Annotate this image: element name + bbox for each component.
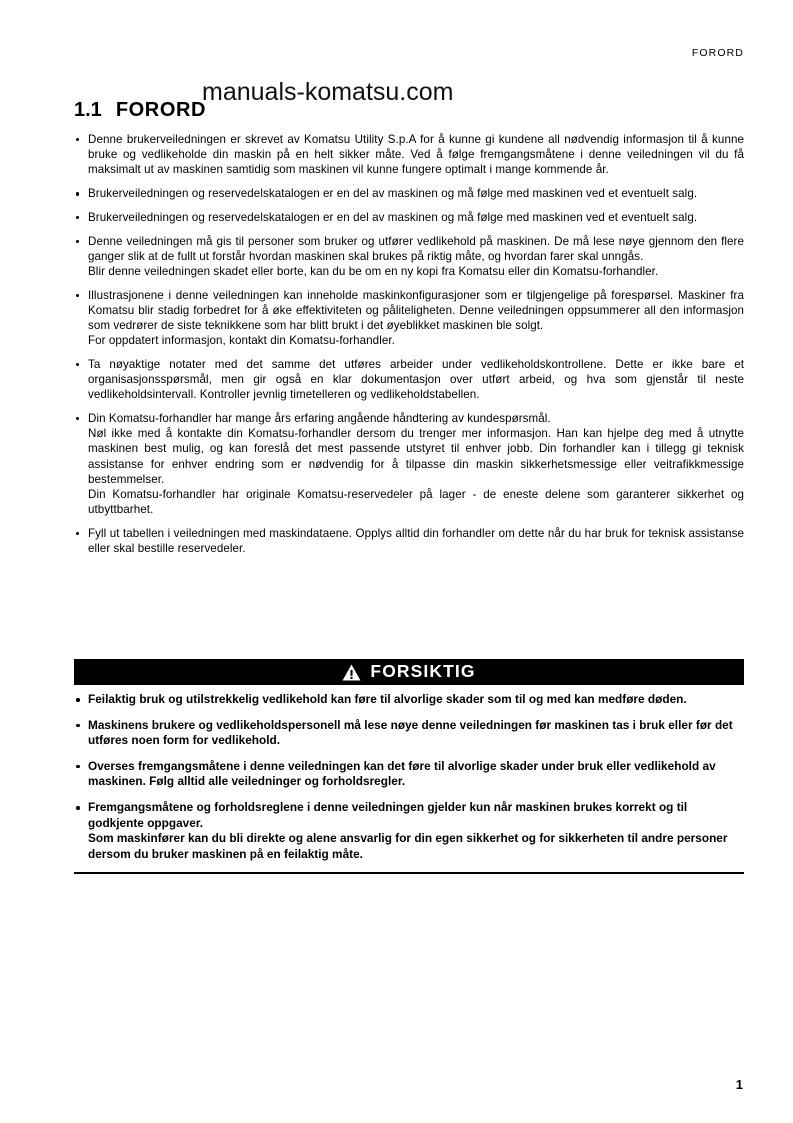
page-number: 1 [735, 1077, 743, 1092]
list-item [74, 692, 744, 708]
list-item-text: Din Komatsu-forhandler har mange års erfaring angående håndtering av kundespørsmål. [88, 412, 551, 426]
list-item [74, 759, 744, 790]
running-header-title: FORORD [691, 47, 744, 59]
caution-banner [74, 659, 744, 685]
list-item-text: Maskinens brukere og vedlikeholdspersonell må lese nøye denne veiledningen før maskinen tas i bruk eller før det utføres noen form for vedlikehold. [88, 717, 733, 748]
caution-label: FORSIKTIG [370, 661, 476, 682]
caution-block [74, 659, 744, 872]
list-item [74, 411, 744, 517]
list-item-subtext: Nøl ikke med å kontakte din Komatsu-forhandler dersom du trenger mer informasjon. Han kan hjelpe deg med å utnytte maskinen best mulig, og kan foreslå det mest passende utstyret til enhver jobb. Din forhandler kan i tillegg gi teknisk assistanse for enhver endring som er nødvendig for å tilpasse din maskin sikkerhetsmessige eller veitrafikkmessige bestemmelser. [88, 427, 744, 486]
list-item-subtext: For oppdatert informasjon, kontakt din Komatsu-forhandler. [88, 334, 395, 348]
body-bullet-list [74, 132, 744, 556]
list-item-subtext: Din Komatsu-forhandler har originale Komatsu-reservedeler på lager - de eneste delene som garanterer sikkerhet og utbyttbarhet. [88, 488, 744, 517]
list-item [74, 234, 744, 280]
list-item [74, 132, 744, 178]
caution-bullet-list [74, 692, 744, 862]
list-item [74, 288, 744, 349]
list-item [74, 526, 744, 556]
list-item-text: Illustrasjonene i denne veiledningen kan inneholde maskinkonfigurasjoner som er tilgjengelige på forespørsel. Maskiner fra Komatsu blir stadig forbedret for å øke effektiviteten og påliteligheten. Denne veiledningen oppsummerer all den informasjon som vedrører de siste teknikkene som har blitt brukt i det øyeblikket maskinen ble solgt. [88, 288, 744, 333]
body-content [74, 132, 744, 565]
list-item-text: Ta nøyaktige notater med det samme det utføres arbeider under vedlikeholdskontrollene. Dette er ikke bare et organisasjonsspørsmål, men gir også en klar dokumentasjon over utført arbeid, og hva som gjenstår til neste vedlikeholdsintervall. Kontroller jevnlig timetelleren og vedlikeholdstabellen. [88, 357, 744, 402]
list-item-subtext: Blir denne veiledningen skadet eller borte, kan du be om en ny kopi fra Komatsu eller din Komatsu-forhandler. [88, 264, 659, 278]
list-item [74, 718, 744, 749]
list-item-text: Brukerveiledningen og reservedelskatalogen er en del av maskinen og må følge med maskinen ved et eventuelt salg. [88, 187, 698, 201]
list-item-text: Denne brukerveiledningen er skrevet av Komatsu Utility S.p.A for å kunne gi kundene all nødvendig informasjon til å kunne bruke og vedlikeholde din maskin på en helt sikker måte. Ved å følge fremgangsmåtene i denne veiledningen vil du få maksimalt ut av maskinen samtidig som maskinen vil kunne fungere optimalt i mange kommende år. [88, 133, 744, 177]
list-item-text: Overses fremgangsmåtene i denne veiledningen kan det føre til alvorlige skader under bruk eller vedlikehold av maskinen. Følg alltid alle veiledninger og forholdsregler. [88, 758, 716, 789]
section-title: FORORD [115, 99, 207, 121]
list-item-text: Denne veiledningen må gis til personer som bruker og utfører vedlikehold på maskinen. De må lese nøye gjennom den flere ganger slik at de fullt ut forstår hvordan maskinen skal brukes på riktig måte, og hvordan farer skal unngås. [88, 234, 744, 263]
list-item-text: Brukerveiledningen og reservedelskatalogen er en del av maskinen og må følge med maskinen ved et eventuelt salg. [88, 210, 698, 224]
list-item-subtext: Som maskinfører kan du bli direkte og alene ansvarlig for din egen sikkerhet og for sikkerheten til andre personer dersom du bruker maskinen på en feilaktig måte. [88, 831, 728, 861]
list-item [74, 800, 744, 862]
section-number: 1.1 [74, 99, 102, 121]
list-item-text: Fremgangsmåtene og forholdsreglene i denne veiledningen gjelder kun når maskinen brukes korrekt og til godkjente oppgaver. [88, 799, 688, 830]
list-item-text: Feilaktig bruk og utilstrekkelig vedlikehold kan føre til alvorlige skader som til og med kan medføre døden. [88, 692, 687, 706]
page-title [74, 100, 206, 120]
watermark-text: manuals-komatsu.com [202, 78, 454, 106]
list-item-text: Fyll ut tabellen i veiledningen med maskindataene. Opplys alltid din forhandler om dette når du har bruk for teknisk assistanse eller skal bestille reservedeler. [88, 526, 744, 556]
list-item [74, 210, 744, 225]
warning-triangle-icon [342, 664, 361, 681]
list-item [74, 186, 744, 201]
bottom-divider [74, 872, 744, 874]
list-item [74, 357, 744, 403]
